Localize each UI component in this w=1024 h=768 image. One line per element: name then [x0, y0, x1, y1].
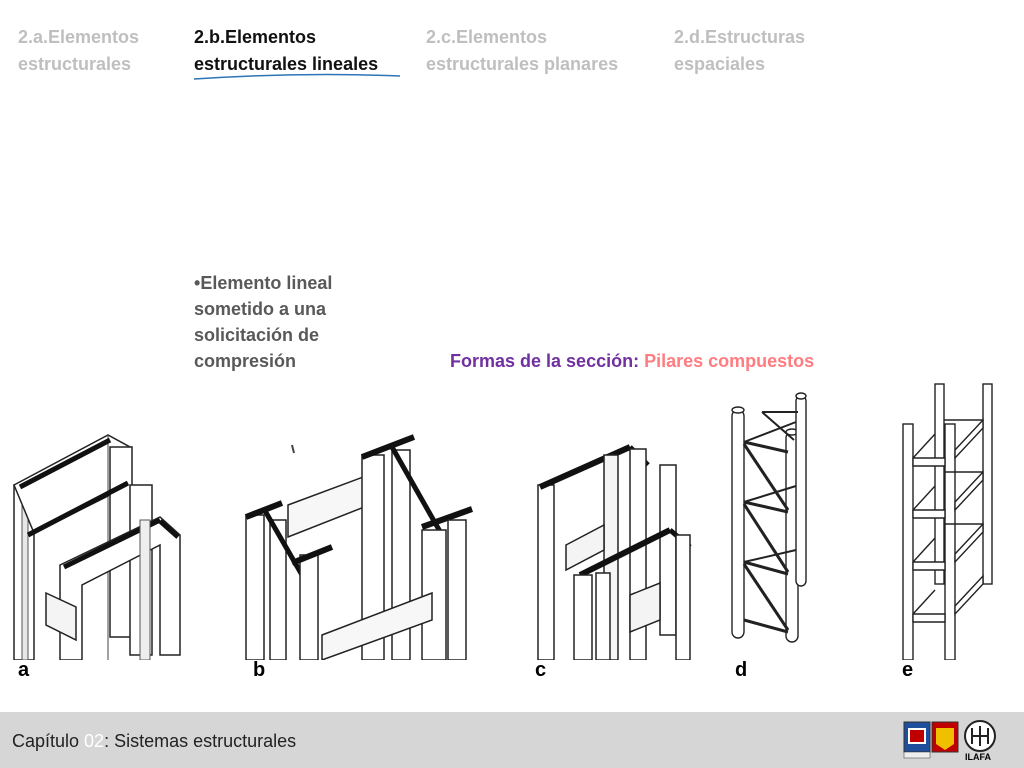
second-crest-icon	[932, 722, 958, 752]
footer-logos	[902, 718, 1002, 762]
tab-d-line1: 2.d.Estructuras	[674, 27, 806, 47]
figure-c-back-channels	[530, 425, 720, 660]
figure-letter-b: b	[253, 659, 266, 681]
footer-prefix: Capítulo	[12, 731, 85, 751]
tab-a-line2: estructurales	[18, 54, 132, 74]
university-crest-icon	[904, 722, 930, 758]
tab-d-line2: espaciales	[674, 54, 766, 74]
section-forms-value: Pilares compuestos	[644, 351, 815, 371]
figure-letter-a: a	[18, 659, 30, 681]
section-forms-label: Formas de la sección:	[450, 351, 640, 371]
figure-e-battened-column	[895, 380, 1005, 660]
active-tab-underline	[0, 0, 1024, 90]
tab-a-line1: 2.a.Elementos	[18, 27, 140, 47]
figure-letter-d: d	[735, 659, 748, 681]
footer-chapter-number: 02	[84, 731, 105, 751]
footer-chapter-title	[12, 731, 296, 752]
tab-b-line2: estructurales lineales	[194, 54, 379, 74]
tab-c-line2: estructurales planares	[426, 54, 619, 74]
tab-c-line1: 2.c.Elementos	[426, 27, 548, 47]
section-forms-caption	[450, 351, 814, 372]
bullet-body: Elemento lineal sometido a una solicitación de compresión	[194, 273, 333, 371]
figure-letter-c: c	[535, 659, 547, 681]
tab-b-line1: 2.b.Elementos	[194, 27, 317, 47]
bullet-marker: •	[194, 273, 201, 293]
footer-bar	[0, 712, 1024, 768]
figure-letter-e: e	[902, 659, 914, 681]
bullet-text	[194, 270, 394, 374]
figure-d-laced-column	[728, 382, 818, 660]
ilafa-logo-text: ILAFA	[965, 752, 991, 762]
footer-suffix: : Sistemas estructurales	[104, 731, 297, 751]
ilafa-logo-icon	[965, 721, 995, 751]
figure-a-channel-column	[0, 425, 185, 660]
figure-b-i-beam-column	[232, 425, 492, 660]
